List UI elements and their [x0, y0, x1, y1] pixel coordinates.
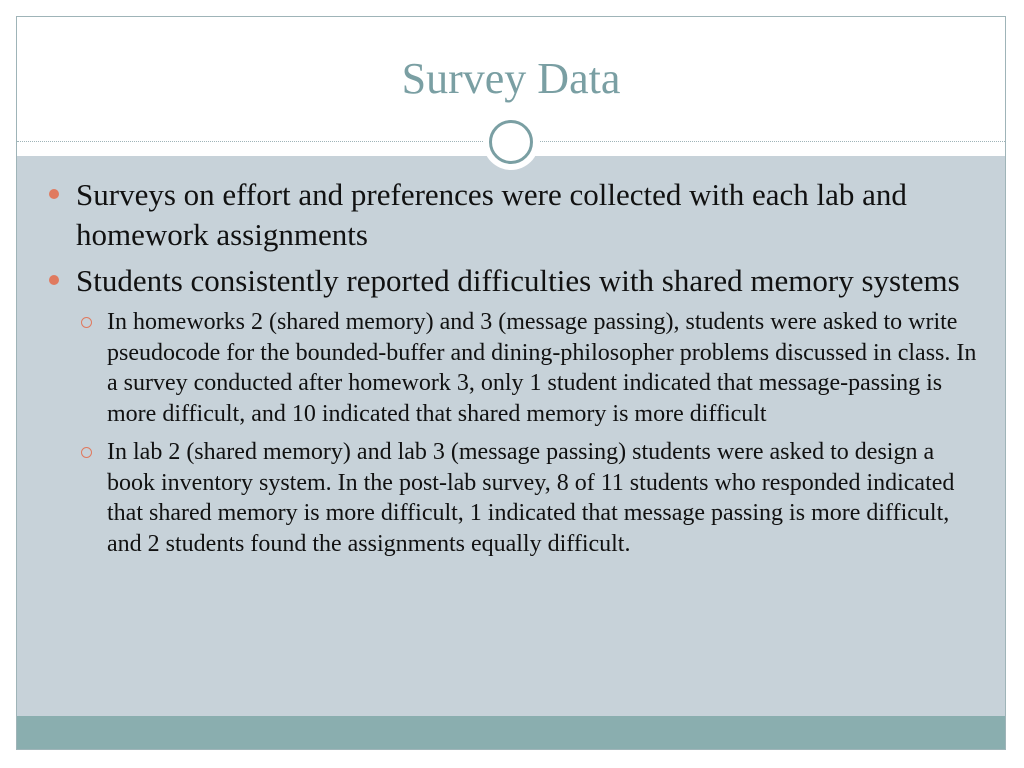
bullet-text: Students consistently reported difficulties with shared memory systems [76, 263, 960, 298]
filled-circle-bullet-icon [49, 189, 59, 199]
slide-content [45, 175, 985, 567]
sub-bullet-text: In lab 2 (shared memory) and lab 3 (message passing) students were asked to design a book inventory system. In the post-lab survey, 8 of 11 students who responded indicated that shared memory is more difficult, 1 indicated that message passing is more difficult, and 2 students found the assignments equally difficult. [107, 439, 955, 557]
filled-circle-bullet-icon [49, 275, 59, 285]
sub-bullet-item [76, 307, 985, 429]
footer-band [17, 716, 1005, 750]
bullet-text: Surveys on effort and preferences were collected with each lab and homework assignments [76, 177, 907, 252]
bullet-item [45, 175, 985, 255]
sub-bullet-item [76, 437, 985, 559]
ring-ornament-inner [489, 120, 533, 164]
slide [16, 16, 1006, 750]
hollow-circle-bullet-icon [81, 447, 92, 458]
bullet-item [45, 261, 985, 301]
slide-title: Survey Data [401, 54, 621, 103]
ring-ornament-icon [483, 114, 539, 170]
sub-bullet-text: In homeworks 2 (shared memory) and 3 (message passing), students were asked to write pseudocode for the bounded-buffer and dining-philosopher problems discussed in class. In a survey conducted after homework 3, only 1 student indicated that message-passing is more difficult, and 10 indicated that shared memory is more difficult [107, 309, 977, 427]
hollow-circle-bullet-icon [81, 317, 92, 328]
